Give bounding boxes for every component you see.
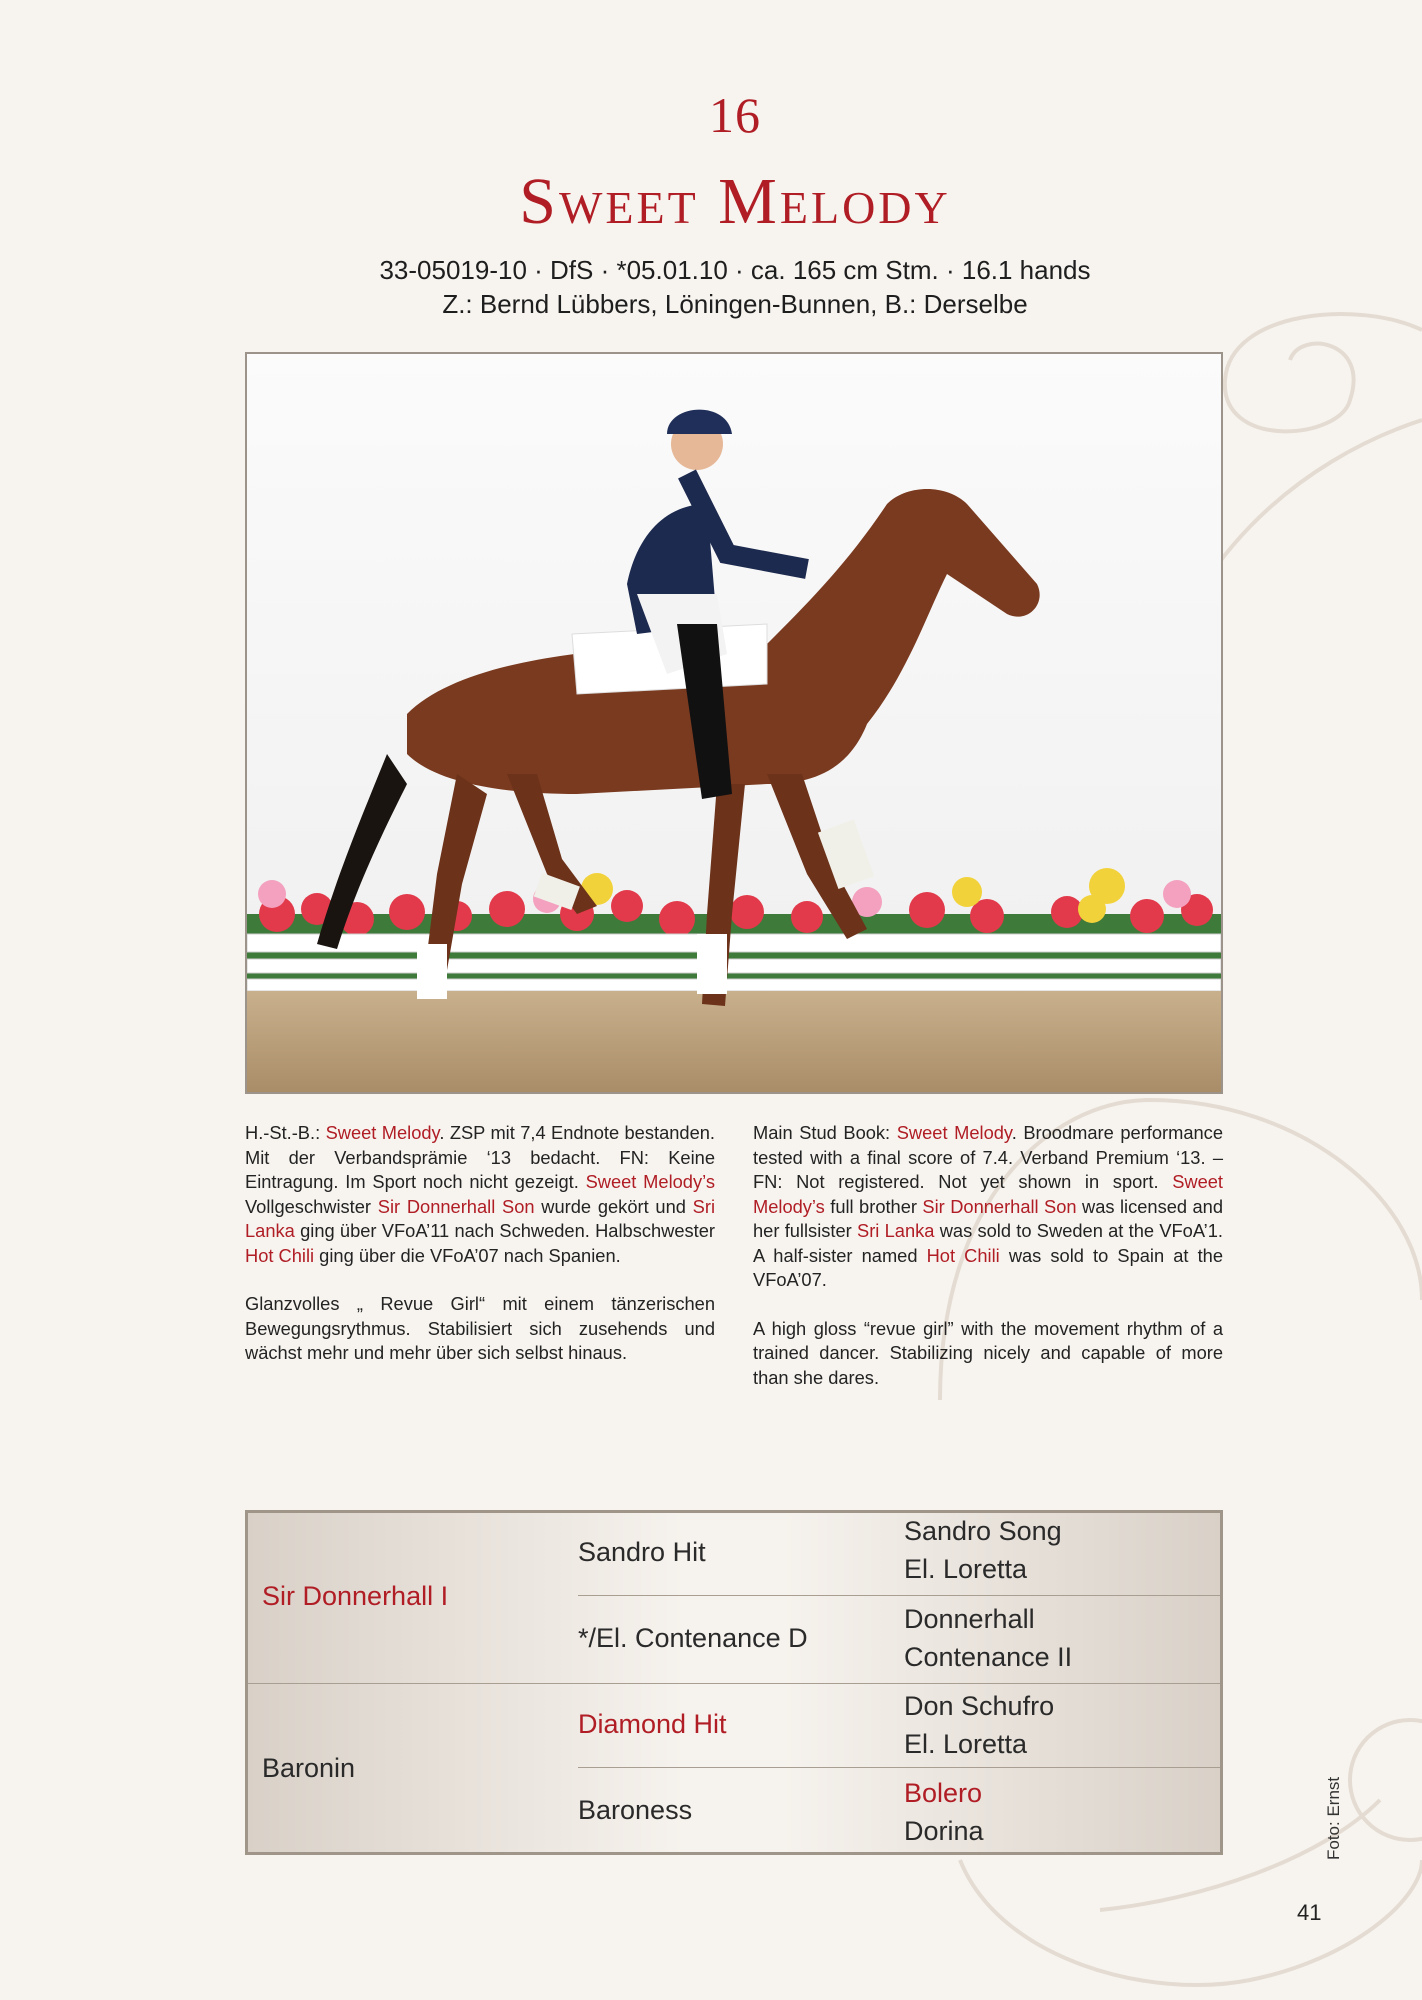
page-number: 41 (1297, 1900, 1322, 1925)
white-fence (247, 934, 1221, 991)
photo-credit: Foto: Ernst (1324, 1776, 1343, 1860)
pedigree-ggp: Contenance II (904, 1642, 1073, 1672)
pedigree-ggp: Don Schufro (904, 1691, 1055, 1721)
pedigree-table (245, 1510, 1223, 1855)
english-paragraph-1: Main Stud Book: Sweet Melody. Broodmare performance tested with a final score of 7.4. Verband Premium ‘13. – FN: Not registered. Not yet shown in sport. Sweet Melody’s full brother Sir Donnerhall Son was licensed and her fullsister Sri Lanka was sold to Sweden at the VFoA’1. A half-sister named Hot Chili was sold to Spain at the VFoA’07. (753, 1122, 1223, 1290)
pedigree-ggp: Sandro Song (904, 1516, 1062, 1546)
pedigree-ggp: El. Loretta (904, 1729, 1028, 1759)
horse-details: 33-05019-10 · DfS · *05.01.10 · ca. 165 cm Stm. · 16.1 hands (379, 255, 1091, 285)
pedigree-dam-dam: Baroness (578, 1795, 693, 1825)
pedigree-sire-sire: Sandro Hit (578, 1537, 706, 1567)
german-paragraph-1: H.-St.-B.: Sweet Melody. ZSP mit 7,4 Endnote bestanden. Mit der Verbandsprämie ‘13 bedacht. FN: Keine Eintragung. Im Sport noch nicht gezeigt. Sweet Melody’s Vollgeschwister Sir Donnerhall Son wurde gekört und Sri Lanka ging über VFoA’11 nach Schweden. Halbschwester Hot Chili ging über die VFoA’07 nach Spanien. (245, 1122, 715, 1266)
pedigree-ggp: Bolero (904, 1778, 983, 1808)
pedigree-ggp: El. Loretta (904, 1554, 1028, 1584)
pedigree-ggp: Donnerhall (904, 1604, 1035, 1634)
pedigree-sire-dam: */El. Contenance D (578, 1623, 808, 1653)
horse-name: Sweet Melody (519, 165, 951, 238)
pedigree-ggp: Dorina (904, 1816, 984, 1846)
pedigree-sire: Sir Donnerhall I (262, 1581, 449, 1611)
horse-rider-photo (245, 352, 1223, 1094)
lot-number: 16 (709, 87, 761, 143)
english-paragraph-2: A high gloss “revue girl” with the movement rhythm of a trained dancer. Stabilizing nicely and capable of more than she dares. (753, 1317, 1223, 1388)
pedigree-dam-sire: Diamond Hit (578, 1709, 727, 1739)
german-paragraph-2: Glanzvolles „ Revue Girl“ mit einem tänzerischen Bewegungsrythmus. Stabilisiert sich zusehends und wächst mehr und mehr über sich selbst hinaus. (245, 1293, 715, 1363)
breeder-owner: Z.: Bernd Lübbers, Löningen-Bunnen, B.: Derselbe (442, 289, 1028, 319)
german-description (245, 1121, 715, 1390)
english-description (753, 1121, 1223, 1414)
pedigree-dam: Baronin (262, 1753, 356, 1783)
